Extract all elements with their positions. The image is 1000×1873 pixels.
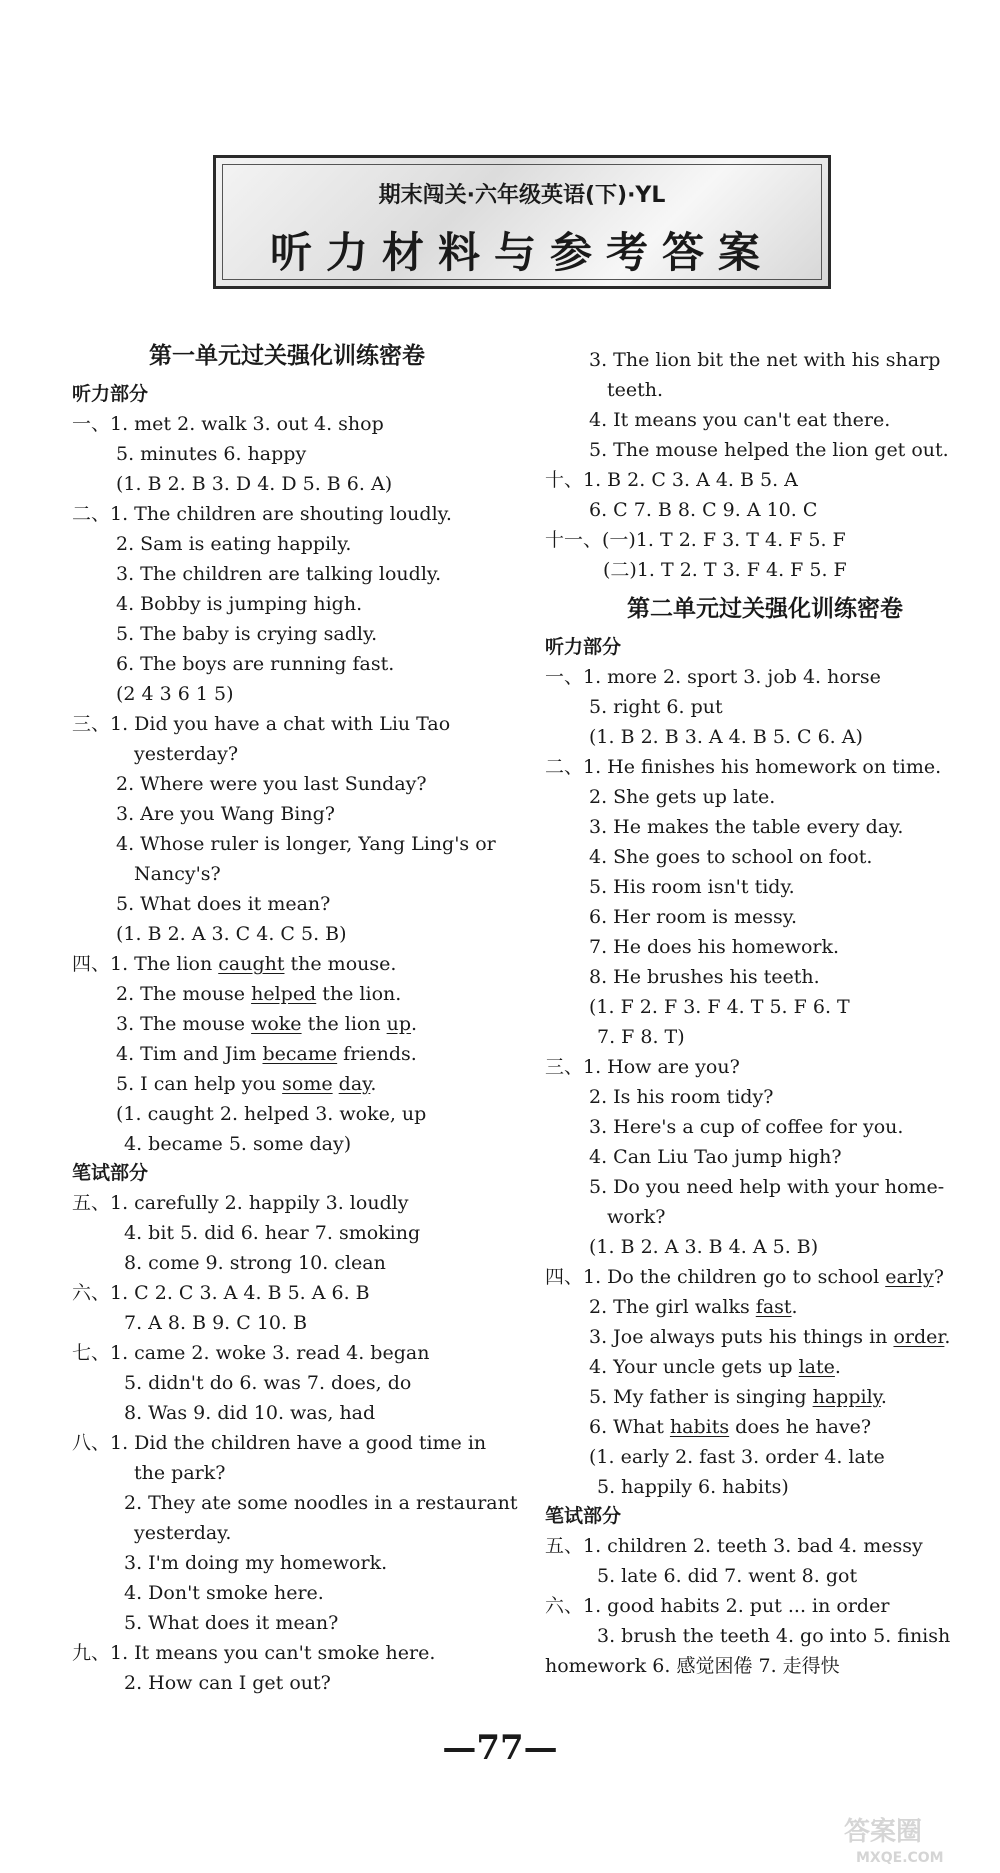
answer-line: 十一、(一)1. T 2. F 3. T 4. F 5. F — [545, 529, 846, 551]
answer-line: 六、1. C 2. C 3. A 4. B 5. A 6. B — [72, 1282, 370, 1304]
unit2-title: 第二单元过关强化训练密卷 — [627, 596, 903, 622]
answer-line: 5. What does it mean? — [116, 893, 331, 915]
answer-line: 4. bit 5. did 6. hear 7. smoking — [124, 1222, 421, 1244]
answer-line: 5. The baby is crying sadly. — [116, 623, 378, 645]
answer-line: 6. What habits does he have? — [589, 1416, 872, 1438]
answer-line: 4. Don't smoke here. — [124, 1582, 324, 1604]
answer-line: 2. Is his room tidy? — [589, 1086, 774, 1108]
answer-line: 4. It means you can't eat there. — [589, 409, 891, 431]
answer-line: 二、1. He finishes his homework on time. — [545, 756, 942, 778]
answer-line: 三、1. Did you have a chat with Liu Tao — [72, 713, 451, 735]
answer-line: 3. The lion bit the net with his sharp — [589, 349, 941, 371]
unit1-title: 第一单元过关强化训练密卷 — [149, 343, 425, 369]
answer-line: 6. Her room is messy. — [589, 906, 797, 928]
header-title: 听力材料与参考答案 — [269, 228, 774, 277]
answer-line: homework 6. 感觉困倦 7. 走得快 — [545, 1655, 840, 1677]
answer-line: 3. Joe always puts his things in order. — [589, 1326, 951, 1348]
answer-line: 2. They ate some noodles in a restaurant — [124, 1492, 518, 1514]
right-column — [545, 345, 985, 1681]
answer-line: 2. Where were you last Sunday? — [116, 773, 427, 795]
answer-line: 4. Your uncle gets up late. — [589, 1356, 841, 1378]
watermark-logo — [838, 1808, 988, 1868]
answer-line: 六、1. good habits 2. put ... in order — [545, 1595, 890, 1617]
answer-line: yesterday? — [134, 743, 239, 765]
answer-line: 3. He makes the table every day. — [589, 816, 904, 838]
answer-line: 5. happily 6. habits) — [597, 1476, 789, 1498]
answer-line: 3. Are you Wang Bing? — [116, 803, 335, 825]
answer-line: 四、1. The lion caught the mouse. — [72, 953, 397, 975]
header-subtitle: 期末闯关·六年级英语(下)·YL — [378, 183, 666, 208]
answer-line: 8. Was 9. did 10. was, had — [124, 1402, 376, 1424]
answer-line: 4. Bobby is jumping high. — [116, 593, 363, 615]
answer-line: 7. F 8. T) — [597, 1026, 685, 1048]
answer-line: 5. didn't do 6. was 7. does, do — [124, 1372, 412, 1394]
answer-line: 三、1. How are you? — [545, 1056, 740, 1078]
answer-line: (1. B 2. A 3. C 4. C 5. B) — [116, 923, 347, 945]
answer-line: 四、1. Do the children go to school early? — [545, 1266, 944, 1288]
answer-line: 5. My father is singing happily. — [589, 1386, 887, 1408]
unit2-listening-label: 听力部分 — [545, 636, 622, 658]
answer-line: (1. F 2. F 3. F 4. T 5. F 6. T — [589, 996, 850, 1018]
answer-line: 4. Tim and Jim became friends. — [116, 1043, 417, 1065]
answer-line: 2. Sam is eating happily. — [116, 533, 352, 555]
answer-line: (1. B 2. B 3. A 4. B 5. C 6. A) — [589, 726, 863, 748]
answer-line: yesterday. — [134, 1522, 232, 1544]
answer-line: 4. She goes to school on foot. — [589, 846, 873, 868]
answer-line: 5. minutes 6. happy — [116, 443, 307, 465]
answer-line: 4. became 5. some day) — [124, 1133, 352, 1155]
answer-line: 5. The mouse helped the lion get out. — [589, 439, 949, 461]
answer-line: 2. How can I get out? — [124, 1672, 331, 1694]
page-number: —77— — [442, 1728, 558, 1768]
answer-line: 九、1. It means you can't smoke here. — [72, 1642, 436, 1664]
answer-line: (1. early 2. fast 3. order 4. late — [589, 1446, 885, 1468]
left-column — [72, 340, 518, 1698]
answer-line: (1. B 2. A 3. B 4. A 5. B) — [589, 1236, 819, 1258]
answer-line: 3. I'm doing my homework. — [124, 1552, 388, 1574]
answer-line: 6. The boys are running fast. — [116, 653, 395, 675]
answer-line: 二、1. The children are shouting loudly. — [72, 503, 452, 525]
answer-line: Nancy's? — [134, 863, 221, 885]
answer-line: 5. What does it mean? — [124, 1612, 339, 1634]
answer-line: 十、1. B 2. C 3. A 4. B 5. A — [545, 469, 798, 491]
unit1-writing-label: 笔试部分 — [72, 1162, 149, 1184]
answer-line: 5. late 6. did 7. went 8. got — [597, 1565, 858, 1587]
svg-text:答案圈: 答案圈 — [844, 1817, 923, 1847]
answer-line: 7. A 8. B 9. C 10. B — [124, 1312, 308, 1334]
answer-line: 八、1. Did the children have a good time in — [72, 1432, 487, 1454]
answer-line: 2. The mouse helped the lion. — [116, 983, 402, 1005]
answer-line: 五、1. children 2. teeth 3. bad 4. messy — [545, 1535, 923, 1557]
svg-text:MXQE.COM: MXQE.COM — [856, 1850, 944, 1866]
answer-line: 3. brush the teeth 4. go into 5. finish — [597, 1625, 951, 1647]
answer-line: 5. His room isn't tidy. — [589, 876, 795, 898]
answer-line: (1. B 2. B 3. D 4. D 5. B 6. A) — [116, 473, 393, 495]
answer-line: 7. He does his homework. — [589, 936, 840, 958]
unit1-listening-label: 听力部分 — [72, 383, 149, 405]
answer-line: 5. I can help you some day. — [116, 1073, 377, 1095]
answer-line: 2. She gets up late. — [589, 786, 776, 808]
answer-line: 5. Do you need help with your home- — [589, 1176, 945, 1198]
answer-line: 3. The children are talking loudly. — [116, 563, 442, 585]
answer-line: 8. come 9. strong 10. clean — [124, 1252, 386, 1274]
answer-line: (1. caught 2. helped 3. woke, up — [116, 1103, 427, 1125]
answer-line: 4. Can Liu Tao jump high? — [589, 1146, 842, 1168]
answer-line: 一、1. more 2. sport 3. job 4. horse — [545, 666, 881, 688]
answer-line: work? — [607, 1206, 666, 1228]
answer-line: 5. right 6. put — [589, 696, 723, 718]
answer-line: 五、1. carefully 2. happily 3. loudly — [72, 1192, 409, 1214]
answer-line: 3. Here's a cup of coffee for you. — [589, 1116, 904, 1138]
answer-line: the park? — [134, 1462, 226, 1484]
answer-line: (二)1. T 2. T 3. F 4. F 5. F — [603, 559, 847, 581]
answer-line: 2. The girl walks fast. — [589, 1296, 798, 1318]
answer-line: 一、1. met 2. walk 3. out 4. shop — [72, 413, 384, 435]
answer-line: teeth. — [607, 379, 664, 401]
answer-line: 4. Whose ruler is longer, Yang Ling's or — [116, 833, 496, 855]
answer-line: 七、1. came 2. woke 3. read 4. began — [72, 1342, 430, 1364]
answer-line: 8. He brushes his teeth. — [589, 966, 820, 988]
answer-line: (2 4 3 6 1 5) — [116, 683, 234, 705]
unit2-writing-label: 笔试部分 — [545, 1505, 622, 1527]
answer-line: 6. C 7. B 8. C 9. A 10. C — [589, 499, 818, 521]
header-banner — [213, 155, 831, 289]
answer-line: 3. The mouse woke the lion up. — [116, 1013, 418, 1035]
